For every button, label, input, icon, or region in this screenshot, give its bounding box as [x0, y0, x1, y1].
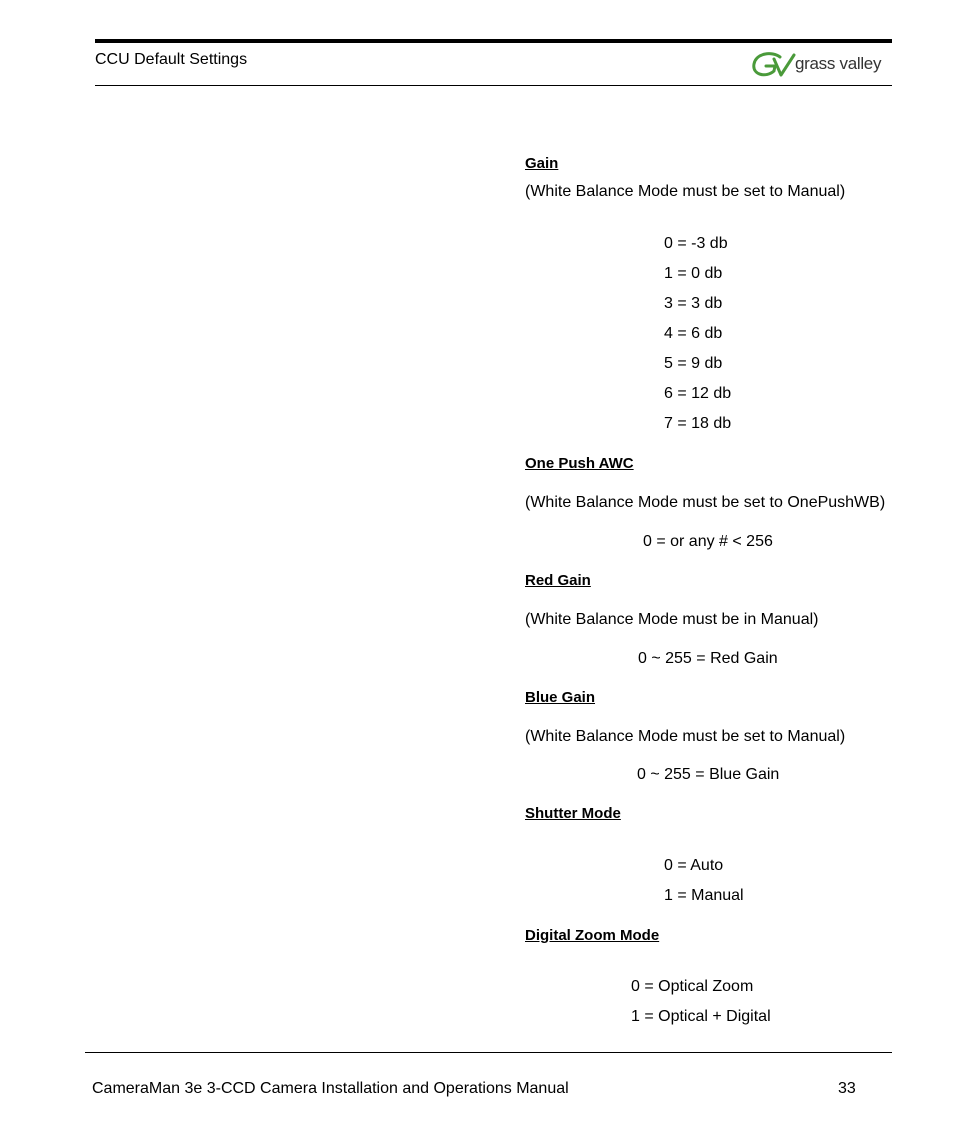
shutter-mode-value: 0 = Auto	[664, 857, 724, 874]
blue-gain-note: (White Balance Mode must be set to Manual)	[525, 728, 846, 745]
digital-zoom-mode-value: 1 = Optical + Digital	[631, 1008, 771, 1025]
one-push-awc-value: 0 = or any # < 256	[643, 533, 773, 550]
digital-zoom-mode-heading: Digital Zoom Mode	[525, 927, 660, 944]
grass-valley-logo	[750, 51, 890, 81]
red-gain-value: 0 ~ 255 = Red Gain	[638, 650, 778, 667]
header-bottom-rule	[95, 85, 892, 86]
gain-value: 5 = 9 db	[664, 355, 723, 372]
shutter-mode-heading: Shutter Mode	[525, 805, 621, 822]
red-gain-note: (White Balance Mode must be in Manual)	[525, 611, 819, 628]
gain-value: 4 = 6 db	[664, 325, 723, 342]
red-gain-heading: Red Gain	[525, 572, 591, 589]
header-title: CCU Default Settings	[95, 51, 248, 68]
one-push-awc-note: (White Balance Mode must be set to OnePushWB)	[525, 494, 886, 511]
blue-gain-value: 0 ~ 255 = Blue Gain	[637, 766, 780, 783]
gain-value: 0 = -3 db	[664, 235, 728, 252]
gain-heading: Gain	[525, 155, 559, 172]
blue-gain-heading: Blue Gain	[525, 689, 596, 706]
gain-value: 6 = 12 db	[664, 385, 732, 402]
shutter-mode-value: 1 = Manual	[664, 887, 744, 904]
footer-rule	[85, 1052, 892, 1053]
gain-value: 1 = 0 db	[664, 265, 723, 282]
gain-value: 7 = 18 db	[664, 415, 732, 432]
grass-valley-swoosh-icon	[750, 51, 796, 81]
logo-wordmark: grass valley	[795, 54, 882, 73]
header-top-rule	[95, 39, 892, 43]
digital-zoom-mode-value: 0 = Optical Zoom	[631, 978, 754, 995]
footer-manual-title: CameraMan 3e 3-CCD Camera Installation and Operations Manual	[92, 1080, 569, 1097]
gain-value: 3 = 3 db	[664, 295, 723, 312]
page-number: 33	[838, 1080, 856, 1097]
gain-note: (White Balance Mode must be set to Manual)	[525, 183, 846, 200]
one-push-awc-heading: One Push AWC	[525, 455, 634, 472]
